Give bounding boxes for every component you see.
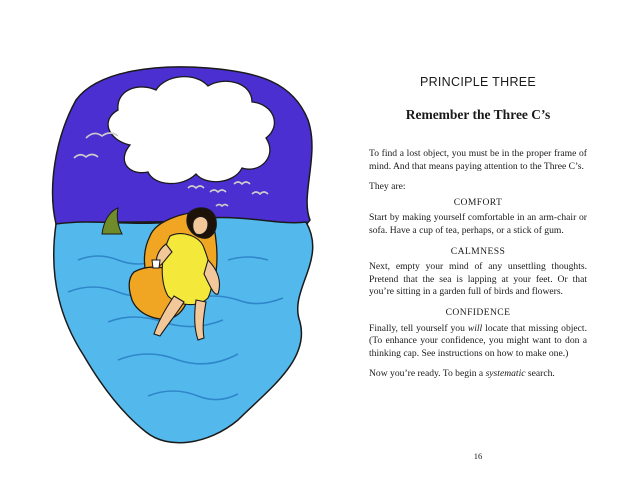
they-are-line: They are: [369,181,406,193]
body-text [369,148,587,389]
comfort-paragraph: Start by making yourself comfortable in an arm-chair or sofa. Have a cup of tea, perhaps, or a stick of gum. [369,212,587,236]
confidence-text-start: Finally, tell yourself you [369,322,468,334]
principle-heading: PRINCIPLE THREE [419,75,537,89]
section-heading-calmness: CALMNESS [450,245,506,257]
closing-text-end: search. [525,368,555,380]
cloud [108,77,274,184]
teacup-icon [152,260,160,268]
section-heading-confidence: CONFIDENCE [445,306,511,318]
calmness-paragraph: Next, empty your mind of any unsettling thoughts. Pretend that the sea is lapping at your feet. Or that you’re sitting in a garden full of birds and flowers. [369,261,587,298]
woman-in-armchair-at-sea-illustration [38,60,338,450]
closing-emphasis: systematic [485,368,526,380]
intro-paragraph: To find a lost object, you must be in the proper frame of mind. And that means paying attention to the Three C’s. [369,148,587,172]
text-column [369,0,587,493]
closing-text-start: Now you’re ready. To begin a [369,368,486,380]
closing-paragraph [369,368,587,381]
confidence-emphasis: will [467,322,483,334]
confidence-text-end: locate that missing object. (To enhance your confidence, you might want to don a thinking cap. See instructions on how to make one.) [369,322,587,359]
page-number: 16 [473,451,483,461]
confidence-paragraph [369,323,587,361]
chapter-subtitle: Remember the Three C’s [405,107,551,122]
section-heading-comfort: COMFORT [453,196,503,208]
